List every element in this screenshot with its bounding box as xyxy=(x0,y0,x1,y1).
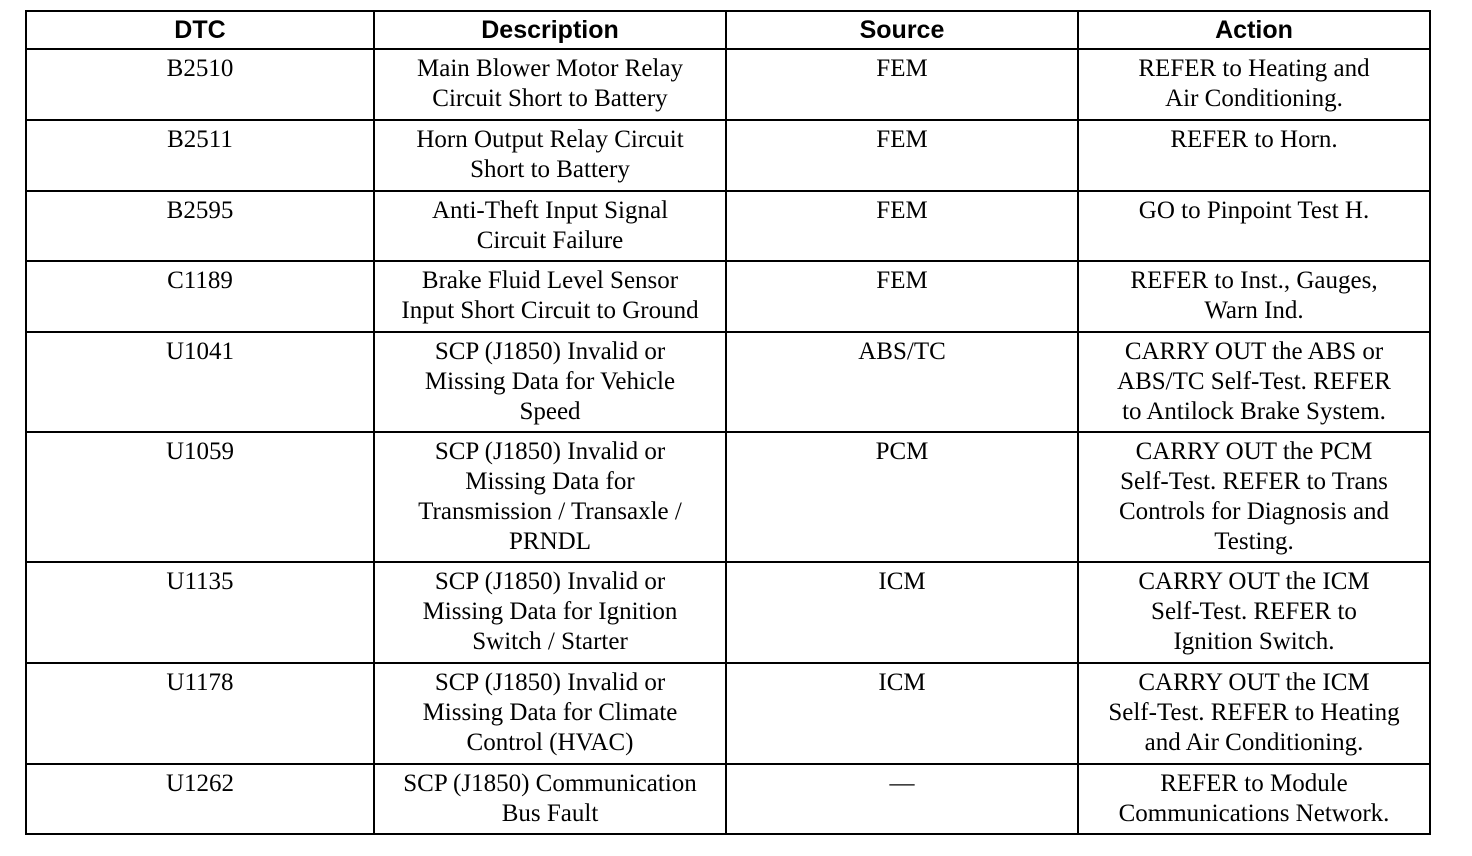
table-row xyxy=(26,764,1430,834)
dtc-code: B2511 xyxy=(26,120,374,191)
dtc-source: ABS/TC xyxy=(726,332,1078,432)
dtc-action: REFER to Horn. xyxy=(1078,120,1430,191)
dtc-description: SCP (J1850) Invalid or Missing Data for Transmission / Transaxle / PRNDL xyxy=(374,432,726,562)
dtc-source: FEM xyxy=(726,49,1078,120)
table-row xyxy=(26,562,1430,663)
dtc-table xyxy=(25,10,1431,835)
table-row xyxy=(26,49,1430,120)
table-row xyxy=(26,332,1430,432)
dtc-source: — xyxy=(726,764,1078,834)
dtc-action: CARRY OUT the ICM Self-Test. REFER to Ignition Switch. xyxy=(1078,562,1430,663)
dtc-source: FEM xyxy=(726,191,1078,261)
dtc-code: U1178 xyxy=(26,663,374,764)
dtc-description: SCP (J1850) Invalid or Missing Data for Vehicle Speed xyxy=(374,332,726,432)
dtc-code: U1059 xyxy=(26,432,374,562)
table-row xyxy=(26,191,1430,261)
dtc-code: U1135 xyxy=(26,562,374,663)
header-description: Description xyxy=(374,11,726,49)
dtc-code: B2510 xyxy=(26,49,374,120)
dtc-description: Horn Output Relay Circuit Short to Battery xyxy=(374,120,726,191)
dtc-source: PCM xyxy=(726,432,1078,562)
dtc-description: SCP (J1850) Invalid or Missing Data for Climate Control (HVAC) xyxy=(374,663,726,764)
dtc-action: GO to Pinpoint Test H. xyxy=(1078,191,1430,261)
dtc-action: REFER to Inst., Gauges, Warn Ind. xyxy=(1078,261,1430,332)
header-dtc: DTC xyxy=(26,11,374,49)
header-row xyxy=(26,11,1430,49)
dtc-description: Main Blower Motor Relay Circuit Short to Battery xyxy=(374,49,726,120)
dtc-description: Anti-Theft Input Signal Circuit Failure xyxy=(374,191,726,261)
dtc-code: U1041 xyxy=(26,332,374,432)
dtc-action: REFER to Heating and Air Conditioning. xyxy=(1078,49,1430,120)
dtc-description: Brake Fluid Level Sensor Input Short Circuit to Ground xyxy=(374,261,726,332)
dtc-source: ICM xyxy=(726,562,1078,663)
dtc-source: FEM xyxy=(726,261,1078,332)
dtc-source: ICM xyxy=(726,663,1078,764)
header-action: Action xyxy=(1078,11,1430,49)
dtc-action: REFER to Module Communications Network. xyxy=(1078,764,1430,834)
dtc-action: CARRY OUT the ABS or ABS/TC Self-Test. REFER to Antilock Brake System. xyxy=(1078,332,1430,432)
dtc-action: CARRY OUT the ICM Self-Test. REFER to Heating and Air Conditioning. xyxy=(1078,663,1430,764)
dtc-action: CARRY OUT the PCM Self-Test. REFER to Trans Controls for Diagnosis and Testing. xyxy=(1078,432,1430,562)
dtc-code: U1262 xyxy=(26,764,374,834)
dtc-source: FEM xyxy=(726,120,1078,191)
dtc-description: SCP (J1850) Communication Bus Fault xyxy=(374,764,726,834)
dtc-code: C1189 xyxy=(26,261,374,332)
dtc-code: B2595 xyxy=(26,191,374,261)
table-row xyxy=(26,432,1430,562)
table-row xyxy=(26,663,1430,764)
table-row xyxy=(26,120,1430,191)
header-source: Source xyxy=(726,11,1078,49)
dtc-description: SCP (J1850) Invalid or Missing Data for Ignition Switch / Starter xyxy=(374,562,726,663)
table-row xyxy=(26,261,1430,332)
